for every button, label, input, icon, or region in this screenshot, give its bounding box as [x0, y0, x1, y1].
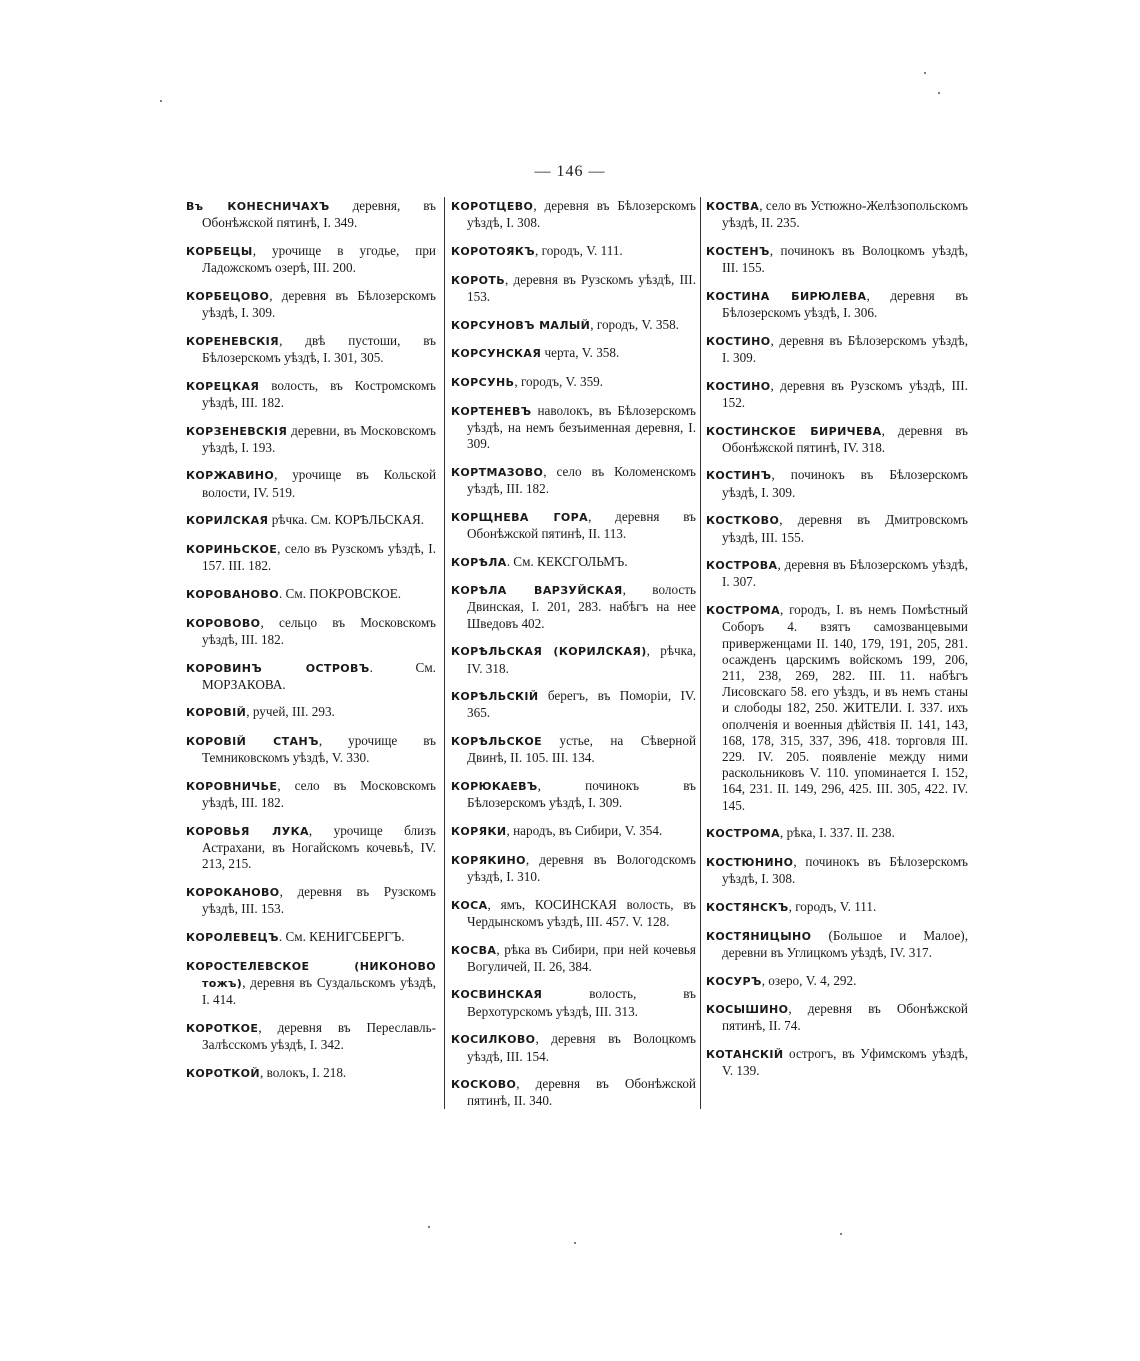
index-entry — [186, 958, 436, 1009]
index-entry — [451, 243, 696, 260]
entry-text: , городъ, V. 358. — [590, 316, 679, 332]
entry-headword: КОРСУНСКАЯ — [451, 347, 542, 361]
index-entry — [706, 1001, 968, 1034]
entry-text: , деревня въ Рузскомъ уѣздѣ, III. 153. — [202, 884, 436, 917]
entry-headword: КОРЕНЕВСКІЯ — [186, 334, 280, 348]
index-entry — [186, 1020, 436, 1053]
entry-headword: КОРЯКИНО — [451, 853, 526, 867]
entry-text: , деревня въ Рузскомъ уѣздѣ, III. 152. — [722, 377, 968, 410]
index-entry — [186, 541, 436, 574]
entry-text: , деревня въ Дмитровскомъ уѣздѣ, III. 155. — [722, 512, 968, 545]
entry-headword: КОРОВАНОВО — [186, 587, 279, 601]
entry-headword: КОСТВА — [706, 200, 760, 213]
entry-text: , село въ Устюжно-Желѣзопольскомъ уѣздѣ, II. 235. — [722, 198, 968, 231]
entry-headword: КОРѢЛЬСКОЕ — [451, 735, 543, 749]
index-entry — [186, 586, 436, 603]
index-entry — [186, 467, 436, 500]
index-entry — [706, 243, 968, 276]
entry-headword: КОСТИНСКОЕ БИРИЧЕВА — [706, 424, 882, 438]
entry-headword: КОТАНСКІЙ — [706, 1048, 784, 1062]
entry-headword: КОСТЯНСКЪ — [706, 900, 789, 914]
entry-headword: КОСКОВО — [451, 1078, 517, 1092]
entry-text: , село въ Коломенскомъ уѣздѣ, III. 182. — [467, 463, 696, 496]
index-entry — [451, 198, 696, 231]
index-entry — [706, 423, 968, 456]
entry-text: , городъ, V. 111. — [788, 898, 877, 914]
entry-headword: КОРѢЛА ВАРЗУЙСКАЯ — [451, 584, 623, 598]
entry-headword: КОРЖАВИНО — [186, 469, 275, 483]
index-column-right — [706, 198, 968, 1091]
entry-text: , деревня въ Рузскомъ уѣздѣ, III. 153. — [467, 271, 696, 304]
entry-text: , деревня въ Волоцкомъ уѣздѣ, III. 154. — [467, 1031, 696, 1064]
entry-text: , починокъ въ Бѣлозерскомъ уѣздѣ, I. 309. — [722, 467, 968, 500]
entry-text: деревни, въ Московскомъ уѣздѣ, I. 193. — [202, 422, 436, 455]
entry-text: , волокъ, I. 218. — [260, 1064, 347, 1080]
entry-text: , село въ Рузскомъ уѣздѣ, I. 157. III. 182. — [202, 541, 436, 574]
scan-speck — [428, 1226, 430, 1228]
entry-headword: КОРѢЛЬСКІЙ — [451, 690, 539, 704]
entry-text: , деревня въ Бѣлозерскомъ уѣздѣ, I. 309. — [722, 332, 968, 365]
entry-text: , деревня въ Обонѣжской пятинѣ, II. 74. — [722, 1001, 968, 1034]
index-entry — [451, 897, 696, 930]
entry-text: , деревня въ Обонѣжской пятинѣ, IV. 318. — [722, 422, 968, 455]
entry-headword: КОРОВІЙ — [186, 706, 247, 720]
entry-text: , народъ, въ Сибири, V. 354. — [506, 822, 663, 838]
entry-text: , починокъ въ Бѣлозерскомъ уѣздѣ, I. 308. — [722, 854, 968, 887]
index-entry — [451, 272, 696, 305]
entry-headword: КОСТРОМА — [706, 827, 780, 841]
entry-text: , городъ, V. 359. — [514, 373, 604, 389]
index-entry — [186, 1065, 436, 1082]
entry-headword: КОРСУНОВЪ МАЛЫЙ — [451, 318, 591, 332]
entry-text: рѣчка. См. КОРѢЛЬСКАЯ. — [268, 512, 425, 528]
entry-headword: КОРОТКОЙ — [186, 1066, 261, 1080]
entry-text: , рѣчка, IV. 318. — [467, 643, 696, 676]
index-column-middle — [451, 198, 696, 1121]
entry-headword: КОРЗЕНЕВСКІЯ — [186, 424, 288, 438]
entry-text: берегъ, въ Поморіи, IV. 365. — [467, 688, 696, 721]
entry-headword: КОРОЛЕВЕЦЪ — [186, 931, 279, 944]
entry-text: , село въ Московскомъ уѣздѣ, III. 182. — [202, 778, 436, 811]
entry-headword: КОСУРЪ — [706, 974, 762, 988]
entry-text: , рѣка, I. 337. II. 238. — [780, 825, 895, 841]
column-rule — [700, 197, 701, 1109]
index-entry — [706, 557, 968, 590]
entry-headword: Въ КОНЕСНИЧАХЪ — [186, 200, 330, 213]
index-entry — [451, 823, 696, 840]
entry-headword: КОРОВІЙ СТАНЪ — [186, 735, 319, 749]
entry-headword: КОСТИНО — [706, 379, 771, 393]
index-entry — [186, 512, 436, 529]
entry-text: , деревня въ Вологодскомъ уѣздѣ, I. 310. — [467, 851, 696, 884]
index-entry — [706, 288, 968, 321]
index-entry — [451, 374, 696, 391]
index-entry — [186, 333, 436, 366]
entry-headword: КОРТМАЗОВО — [451, 465, 544, 479]
entry-text: (Большое и Малое), деревни въ Углицкомъ уѣздѣ, IV. 317. — [722, 927, 968, 960]
entry-headword: КОРОВНИЧЬЕ — [186, 780, 278, 794]
entry-headword: КОСИЛКОВО — [451, 1033, 536, 1047]
entry-headword: КОРОТЬ — [451, 273, 506, 287]
entry-text: , деревня въ Переславль-Залѣсскомъ уѣздѣ, I. 342. — [202, 1019, 436, 1053]
index-entry — [706, 467, 968, 500]
entry-text: . См. ПОКРОВСКОЕ. — [278, 585, 402, 601]
index-entry — [451, 464, 696, 497]
entry-text: , озеро, V. 4, 292. — [761, 972, 857, 988]
entry-headword: КОСТЯНИЦЫНО — [706, 929, 812, 943]
entry-headword: КОРОВИНЪ ОСТРОВЪ — [186, 661, 370, 675]
index-entry — [451, 733, 696, 766]
scan-speck — [160, 100, 162, 102]
scan-speck — [924, 72, 926, 74]
entry-text: . См. КЕНИГСБЕРГЪ. — [278, 929, 405, 944]
entry-headword: КОРБЕЦОВО — [186, 289, 270, 303]
entry-headword: КОСТРОВА — [706, 559, 778, 573]
entry-headword: КОСВИНСКАЯ — [451, 988, 543, 1002]
entry-headword: КОСТИНА БИРЮЛЕВА — [706, 289, 867, 303]
index-entry — [186, 929, 436, 946]
page-number: — 146 — — [534, 163, 606, 180]
entry-text: , ямъ, КОСИНСКАЯ волость, въ Чердынскомъ уѣздѣ, III. 457. V. 128. — [467, 896, 696, 929]
index-entry — [451, 317, 696, 334]
index-entry — [706, 602, 968, 814]
index-entry — [186, 423, 436, 456]
entry-text: волость, въ Костромскомъ уѣздѣ, III. 182. — [202, 377, 436, 410]
entry-headword: КОРОВОВО — [186, 616, 261, 630]
entry-headword: КОРОКАНОВО — [186, 886, 280, 900]
entry-headword: КОСВА — [451, 943, 497, 957]
entry-headword: КОРѢЛА — [451, 555, 507, 569]
index-entry — [451, 554, 696, 571]
entry-text: , урочище въ Кольской волости, IV. 519. — [202, 467, 436, 500]
index-entry — [451, 942, 696, 975]
entry-headword: КОРИНЬСКОЕ — [186, 543, 278, 557]
entry-text: , рѣка въ Сибири, при ней кочевья Вогуличей, II. 26, 384. — [467, 941, 696, 974]
column-rule — [444, 197, 445, 1109]
index-entry — [451, 582, 696, 632]
entry-text: , урочище въ Темниковскомъ уѣздѣ, V. 330. — [202, 733, 436, 766]
entry-headword: КОРОТОЯКЪ — [451, 244, 536, 258]
entry-headword: КОРСУНЬ — [451, 375, 515, 389]
entry-text: , деревня въ Суздальскомъ уѣздѣ, I. 414. — [202, 974, 436, 1008]
index-entry — [706, 378, 968, 411]
index-entry — [186, 884, 436, 917]
index-entry — [186, 778, 436, 811]
index-entry — [186, 615, 436, 648]
entry-text: , двѣ пустоши, въ Бѣлозерскомъ уѣздѣ, I. 301, 305. — [202, 332, 436, 365]
entry-text: . См. МОРЗАКОВА. — [202, 659, 436, 692]
entry-text: деревня, въ Обонѣжской пятинѣ, I. 349. — [202, 198, 436, 231]
index-entry — [451, 852, 696, 885]
entry-headword: КОСТИНЪ — [706, 469, 772, 483]
entry-headword: КОРЕЦКАЯ — [186, 379, 260, 393]
index-entry — [706, 333, 968, 366]
entry-headword: КОРОСТЕЛЕВСКОЕ (НИКОНОВО тожъ) — [186, 959, 436, 990]
index-entry — [186, 243, 436, 276]
index-entry — [706, 854, 968, 887]
entry-text: , урочище близъ Астрахани, въ Ногайскомъ кочевьѣ, IV. 213, 215. — [202, 822, 437, 872]
entry-text: , городъ, I. въ немъ Помѣстный Соборъ 4. взятъ самозванцевыми приверженцами II. 140, 179, 191, 205, 281. осажденъ царскимъ войскомъ 199, 206, 211, 238, 269, 282. III. 11. набѣгъ Лисовскаго 58. его уѣздъ, и въ немъ станы и слободы 182, 250. ЖИТЕЛИ. I. 337. ихъ ополченія и военныя дѣйствія II. 141, 143, 168, 178, 315, 337, 396, 418. торговля III. 229. IV. 205. появленіе между ними раскольниковъ V. 110. упоминается I. 152, 164, 231. II. 149, 296, 425. III. 305, 422. IV. 145. — [722, 602, 968, 813]
index-entry — [706, 973, 968, 990]
index-entry — [706, 198, 968, 231]
index-entry — [186, 660, 436, 693]
index-entry — [706, 899, 968, 916]
index-entry — [186, 378, 436, 411]
index-entry — [186, 704, 436, 721]
entry-headword: КОРѢЛЬСКАЯ (КОРИЛСКАЯ) — [451, 645, 647, 659]
entry-text: , волость Двинская, I. 201, 283. набѣгъ на нее Шведовъ 402. — [467, 582, 696, 631]
entry-text: , починокъ въ Волоцкомъ уѣздѣ, III. 155. — [722, 242, 968, 276]
index-entry — [186, 823, 436, 873]
entry-headword: КОРБЕЦЫ — [186, 244, 253, 258]
entry-headword: КОСТРОМА — [706, 604, 780, 618]
entry-text: , ручей, III. 293. — [246, 704, 335, 720]
entry-headword: КОСА — [451, 898, 488, 912]
entry-text: . См. КЕКСГОЛЬМЪ. — [506, 553, 628, 569]
entry-headword: КОСЫШИНО — [706, 1003, 789, 1017]
entry-text: , деревня въ Бѣлозерскомъ уѣздѣ, I. 309. — [202, 287, 436, 321]
entry-headword: КОРОТЦЕВО — [451, 200, 534, 213]
entry-headword: КОРЮКАЕВЪ — [451, 780, 538, 794]
entry-headword: КОСТЕНЪ — [706, 244, 770, 258]
entry-headword: КОСТИНО — [706, 334, 771, 348]
entry-text: , деревня въ Бѣлозерскомъ уѣздѣ, I. 306. — [722, 287, 968, 321]
scan-speck — [574, 1242, 576, 1244]
index-entry — [706, 512, 968, 545]
index-column-left — [186, 198, 436, 1093]
entry-text: , урочище в угодье, при Ладожскомъ озерѣ, III. 200. — [202, 242, 436, 276]
scan-speck — [938, 92, 940, 94]
index-entry — [451, 688, 696, 721]
index-entry — [706, 1046, 968, 1079]
index-entry — [451, 403, 696, 453]
entry-text: , деревня въ Обонѣжской пятинѣ, II. 113. — [467, 508, 696, 541]
index-entry — [186, 198, 436, 231]
entry-text: , городъ, V. 111. — [535, 242, 623, 258]
scan-speck — [840, 1233, 842, 1235]
index-entry — [706, 928, 968, 961]
index-entry — [451, 1031, 696, 1064]
entry-text: , сельцо въ Московскомъ уѣздѣ, III. 182. — [202, 614, 436, 647]
index-entry — [451, 778, 696, 811]
index-entry — [451, 643, 696, 676]
entry-text: волость, въ Верхотурскомъ уѣздѣ, III. 313. — [467, 986, 696, 1019]
entry-headword: КОРЯКИ — [451, 824, 507, 838]
entry-headword: КОРЩНЕВА ГОРА — [451, 510, 589, 524]
index-entry — [706, 825, 968, 842]
entry-text: , деревня въ Бѣлозерскомъ уѣздѣ, I. 308. — [467, 198, 696, 231]
index-entry — [451, 345, 696, 362]
index-entry — [451, 509, 696, 542]
index-entry — [186, 288, 436, 321]
entry-headword: КОРТЕНЕВЪ — [451, 404, 532, 418]
entry-text: наволокъ, въ Бѣлозерскомъ уѣздѣ, на немъ безъименная деревня, I. 309. — [467, 402, 696, 452]
entry-text: устье, на Сѣверной Двинѣ, II. 105. III. 134. — [467, 733, 696, 766]
entry-text: , деревня въ Обонѣжской пятинѣ, II. 340. — [467, 1076, 696, 1109]
entry-headword: КОРОВЬЯ ЛУКА — [186, 824, 309, 838]
index-entry — [186, 733, 436, 766]
entry-text: черта, V. 358. — [541, 345, 620, 361]
entry-headword: КОРИЛСКАЯ — [186, 514, 269, 528]
index-entry — [451, 986, 696, 1019]
entry-headword: КОРОТКОЕ — [186, 1021, 259, 1035]
entry-text: , починокъ въ Бѣлозерскомъ уѣздѣ, I. 309. — [467, 778, 696, 811]
entry-headword: КОСТЮНИНО — [706, 856, 794, 869]
entry-headword: КОСТКОВО — [706, 514, 780, 528]
entry-text: , деревня въ Бѣлозерскомъ уѣздѣ, I. 307. — [722, 557, 968, 590]
index-entry — [451, 1076, 696, 1109]
entry-text: острогъ, въ Уфимскомъ уѣздѣ, V. 139. — [722, 1046, 968, 1079]
